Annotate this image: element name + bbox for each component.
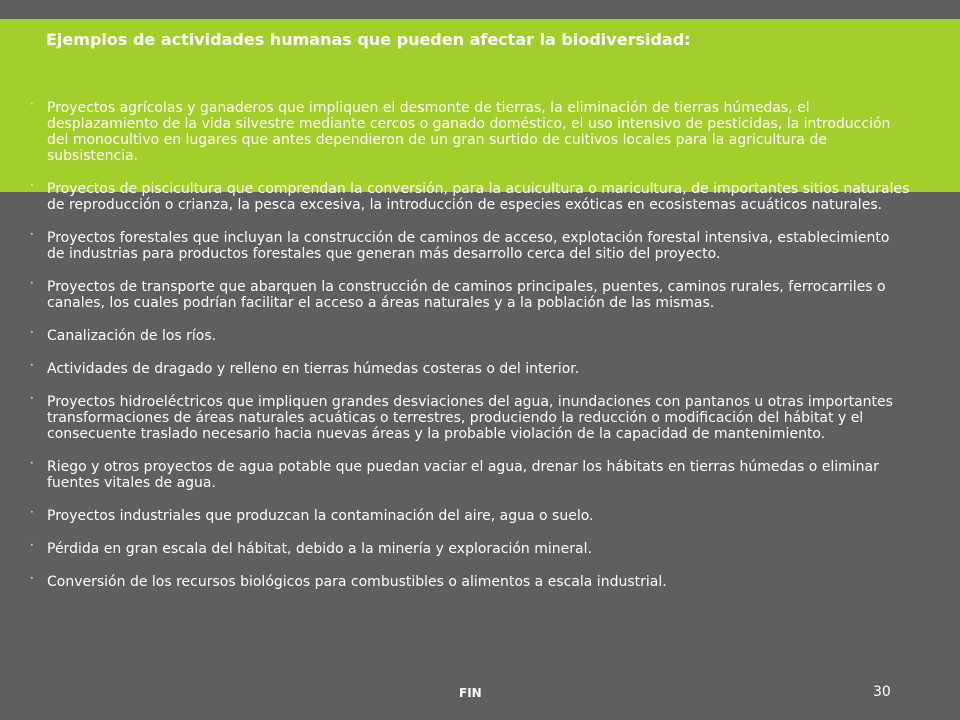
bullet-icon: · xyxy=(30,538,34,552)
bullet-text: Proyectos agrícolas y ganaderos que impliquen el desmonte de tierras, la eliminación de tierras húmedas, el desplazamiento de la vida silvestre mediante cercos o ganado doméstico, el uso intensivo de pesticidas, la introducción del monocultivo en lugares que antes dependieron de un gran surtido de cultivos locales para la agricultura de subsistencia. xyxy=(47,100,891,164)
list-item xyxy=(30,97,910,164)
bullet-text: Canalización de los ríos. xyxy=(47,328,217,344)
bullet-text: Proyectos de piscicultura que comprendan la conversión, para la acuicultura o maricultura, de importantes sitios naturales de reproducción o crianza, la pesca excesiva, la introducción de especies exóticas en ecosistemas acuáticos naturales. xyxy=(47,181,910,213)
list-item xyxy=(30,456,910,491)
bullet-icon: · xyxy=(30,227,34,241)
bullet-icon: · xyxy=(30,391,34,405)
bullet-icon: · xyxy=(30,358,34,372)
bullet-icon: · xyxy=(30,276,34,290)
bullet-text: Proyectos industriales que produzcan la contaminación del aire, agua o suelo. xyxy=(47,508,594,524)
bullet-icon: · xyxy=(30,178,34,192)
list-item xyxy=(30,227,910,262)
list-item xyxy=(30,325,910,344)
list-item xyxy=(30,538,910,557)
bullet-icon: · xyxy=(30,325,34,339)
bullet-text: Actividades de dragado y relleno en tierras húmedas costeras o del interior. xyxy=(47,361,580,377)
bullet-text: Riego y otros proyectos de agua potable que puedan vaciar el agua, drenar los hábitats en tierras húmedas o eliminar fuentes vitales de agua. xyxy=(47,459,879,491)
list-item xyxy=(30,358,910,377)
bullet-text: Proyectos hidroeléctricos que impliquen grandes desviaciones del agua, inundaciones con pantanos u otras importantes transformaciones de áreas naturales acuáticas o terrestres, produciendo la reducción o modificación del hábitat y el consecuente traslado necesario hacia nuevas áreas y la probable violación de la capacidad de mantenimiento. xyxy=(47,394,893,442)
slide-title: Ejemplos de actividades humanas que pueden afectar la biodiversidad: xyxy=(46,30,691,49)
bullet-text: Pérdida en gran escala del hábitat, debido a la minería y exploración mineral. xyxy=(47,541,592,557)
list-item xyxy=(30,276,910,311)
list-item xyxy=(30,571,910,590)
bullet-text: Conversión de los recursos biológicos para combustibles o alimentos a escala industrial. xyxy=(47,574,667,590)
list-item xyxy=(30,391,910,442)
bullet-text: Proyectos de transporte que abarquen la construcción de caminos principales, puentes, caminos rurales, ferrocarriles o canales, los cuales podrían facilitar el acceso a áreas naturales y a la población de las mismas. xyxy=(47,279,886,311)
bullet-list xyxy=(30,97,910,607)
bullet-icon: · xyxy=(30,97,34,111)
bullet-icon: · xyxy=(30,505,34,519)
bullet-icon: · xyxy=(30,571,34,585)
list-item xyxy=(30,505,910,524)
bullet-text: Proyectos forestales que incluyan la construcción de caminos de acceso, explotación forestal intensiva, establecimiento de industrias para productos forestales que generan más desarrollo cerca del sitio del proyecto. xyxy=(47,230,890,262)
page-number: 30 xyxy=(873,684,891,700)
fin-label: FIN xyxy=(459,686,482,700)
list-item xyxy=(30,178,910,213)
bullet-icon: · xyxy=(30,456,34,470)
